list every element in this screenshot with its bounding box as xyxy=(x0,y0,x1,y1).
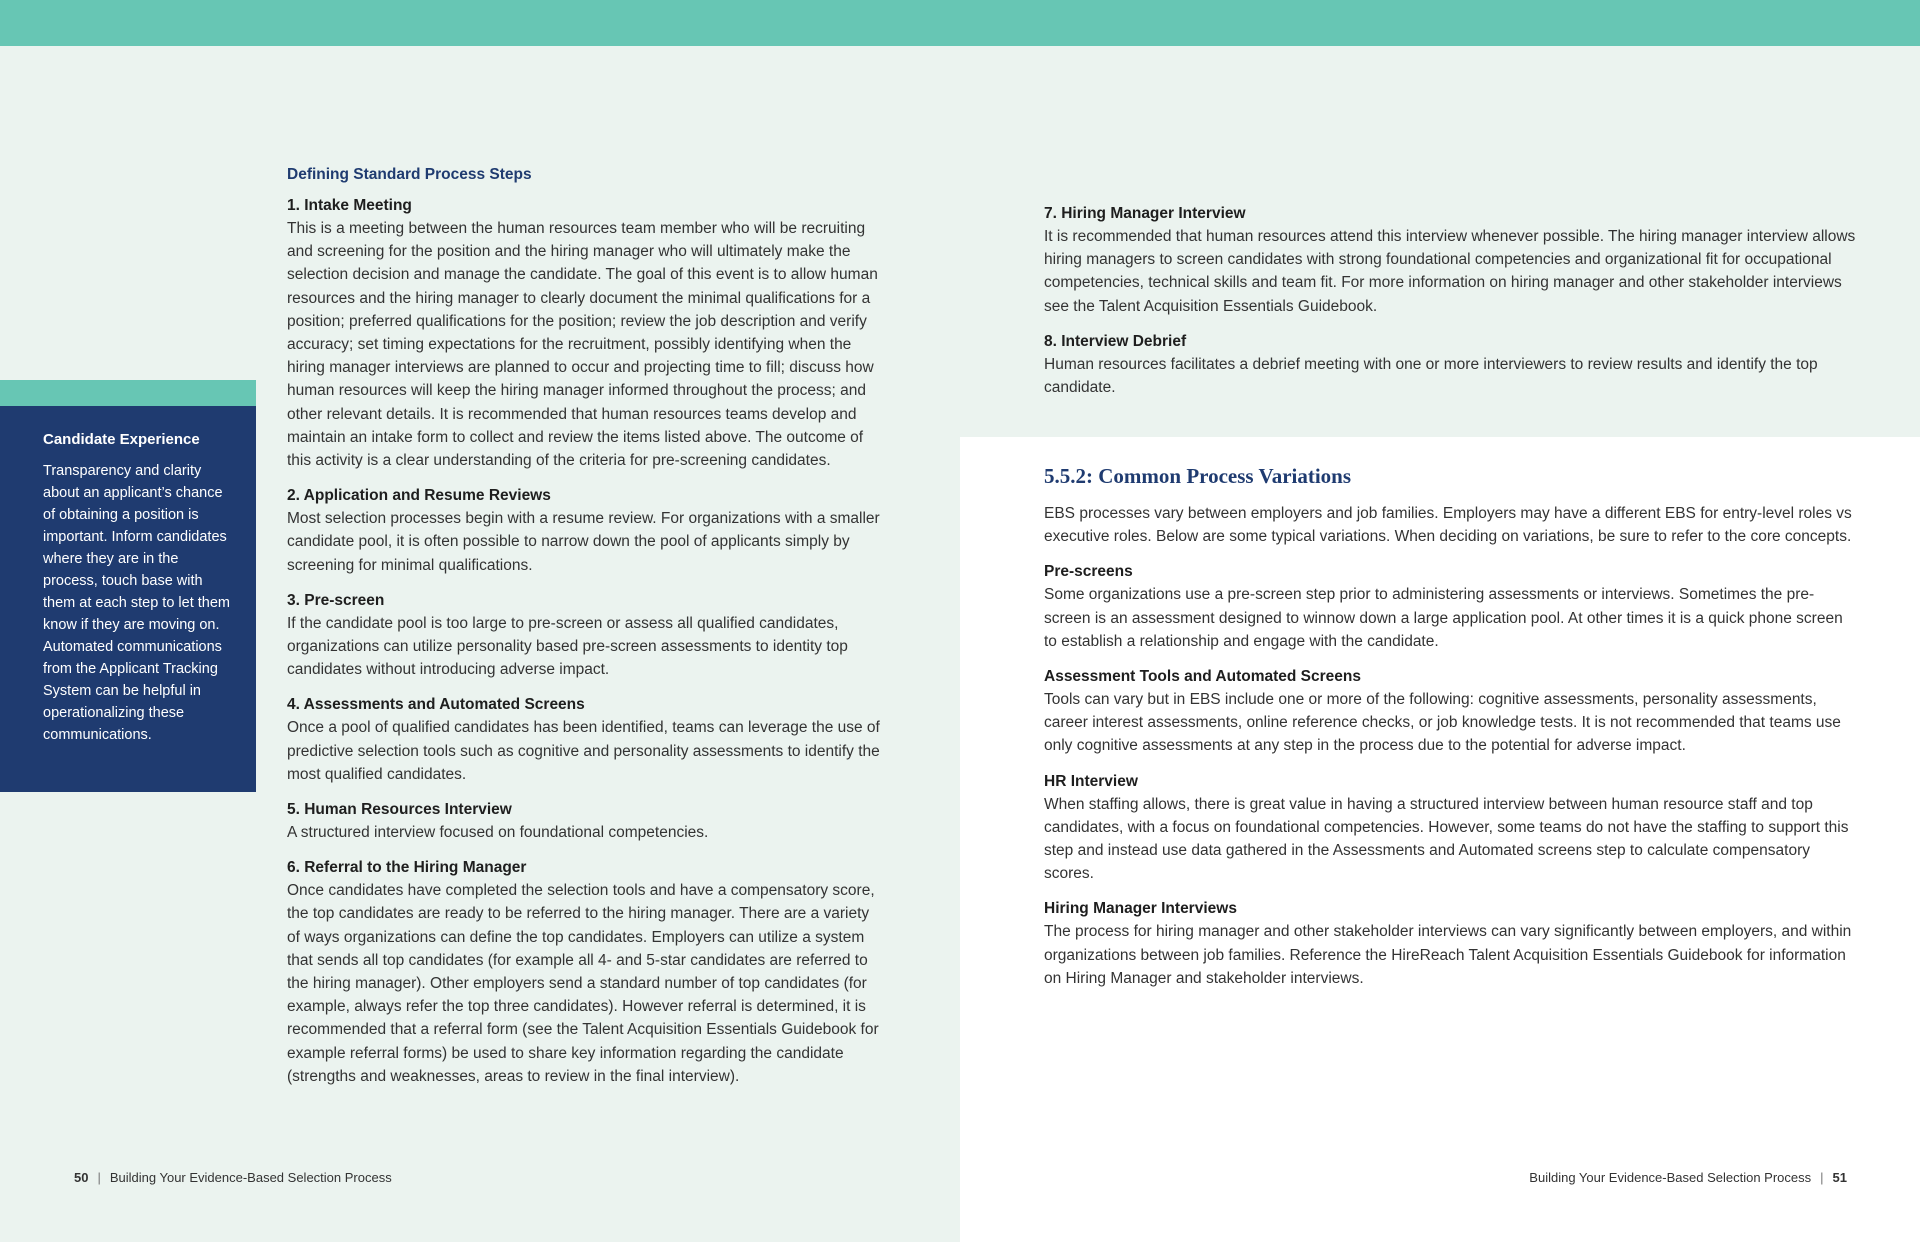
callout-body: Transparency and clarity about an applicant’s chance of obtaining a position is important. Inform candidates where they are in the process, touch base with them at each step to let them know if they are moving on. Automated communications from the Applicant Tracking System can be helpful in operationalizing these communications. xyxy=(43,463,230,743)
variation-assessment-tools xyxy=(1044,666,1859,758)
variation-body: Some organizations use a pre-screen step prior to administering assessments or interviews. Sometimes the pre-screen is an assessment designed to winnow down a large application pool. At other times it is a quick phone screen to establish a relationship and engage with the candidate. xyxy=(1044,586,1843,650)
variation-body: The process for hiring manager and other stakeholder interviews can vary significantly between employers, and within organizations between job families. Reference the HireReach Talent Acquisition Essentials Guidebook for information on Hiring Manager and stakeholder interviews. xyxy=(1044,923,1852,987)
step-title: 1. Intake Meeting xyxy=(287,197,412,214)
step-assessments-automated-screens xyxy=(287,694,882,786)
step-body: Human resources facilitates a debrief meeting with one or more interviewers to review results and identify the top candidate. xyxy=(1044,355,1818,397)
step-hr-interview xyxy=(287,799,882,844)
subsection-intro: EBS processes vary between employers and job families. Employers may have a different EBS for entry-level roles vs executive roles. Below are some typical variations. When deciding on variations, be sure to refer to the core concepts. xyxy=(1044,505,1852,546)
step-title: 3. Pre-screen xyxy=(287,591,385,609)
page-number-right: 51 xyxy=(1832,1170,1847,1185)
variation-hiring-manager-interviews xyxy=(1044,898,1859,990)
step-title: 5. Human Resources Interview xyxy=(287,801,512,819)
step-interview-debrief xyxy=(1044,331,1859,399)
step-body: A structured interview focused on foundational competencies. xyxy=(287,824,709,842)
right-top-column xyxy=(1044,203,1859,412)
step-title: 6. Referral to the Hiring Manager xyxy=(287,859,527,877)
page-number-left: 50 xyxy=(74,1170,89,1185)
step-intake-meeting xyxy=(287,195,882,472)
variation-pre-screens xyxy=(1044,561,1859,653)
variation-title: HR Interview xyxy=(1044,772,1138,790)
step-title: 8. Interview Debrief xyxy=(1044,332,1187,350)
variation-body: When staffing allows, there is great value in having a structured interview between human resource staff and top candidates, with a focus on foundational competencies. However, some teams do not have the staffing to support this step and instead use data gathered in the Assessments and Automated screens step to calculate compensatory scores. xyxy=(1044,795,1849,883)
step-body: This is a meeting between the human resources team member who will be recruiting and screening for the position and the hiring manager who will ultimately make the selection decision and manage the candidate. The goal of this event is to allow human resources and the hiring manager to clearly document the minimal qualifications for a position; preferred qualifications for the position; review the job description and verify accuracy; set timing expectations for the recruitment, possibly identifying when the hiring manager interviews are planned to occur and projecting time to fill; discuss how human resources will keep the hiring manager informed throughout the process; and other relevant details. It is recommended that human resources teams develop and maintain an intake form to collect and review the items listed above. The outcome of this activity is a clear understanding of the criteria for pre-screening candidates. xyxy=(287,220,878,470)
section-title: Defining Standard Process Steps xyxy=(287,166,532,183)
footer-left xyxy=(74,1168,392,1188)
step-body: Once a pool of qualified candidates has been identified, teams can leverage the use of predictive selection tools such as cognitive and personality assessments to identify the most qualified candidates. xyxy=(287,719,880,783)
step-body: Once candidates have completed the selection tools and have a compensatory score, the top candidates are ready to be referred to the hiring manager. There are a variety of ways organizations can define the top candidates. Employers can utilize a system that sends all top candidates (for example all 4- and 5-star candidates are referred to the hiring manager). Other employers send a standard number of top candidates (for example, always refer the top three candidates). However referral is determined, it is recommended that a referral form (see the Talent Acquisition Essentials Guidebook for example referral forms) be used to share key information regarding the candidate (strengths and weaknesses, areas to review in the final interview). xyxy=(287,882,879,1085)
variation-title: Assessment Tools and Automated Screens xyxy=(1044,668,1361,686)
callout-title: Candidate Experience xyxy=(43,431,200,448)
step-body: Most selection processes begin with a resume review. For organizations with a smaller candidate pool, it is often possible to narrow down the pool of applicants simply by screening for minimal qualifications. xyxy=(287,510,880,574)
step-referral-hiring-manager xyxy=(287,857,882,1088)
footer-title-right: Building Your Evidence-Based Selection Process xyxy=(1529,1170,1812,1185)
left-column xyxy=(287,165,882,1101)
step-body: If the candidate pool is too large to pre-screen or assess all qualified candidates, organizations can utilize personality based pre-screen assessments to identity top candidates without introducing adverse impact. xyxy=(287,614,848,679)
footer-separator: | xyxy=(97,1170,101,1185)
top-color-band xyxy=(0,0,1920,46)
variation-body: Tools can vary but in EBS include one or more of the following: cognitive assessments, personality assessments, career interest assessments, online reference checks, or job knowledge tests. It is not recommended that teams use only cognitive assessments at any step in the process due to the potential for adverse impact. xyxy=(1044,691,1841,755)
candidate-experience-callout xyxy=(0,406,256,792)
step-hiring-manager-interview xyxy=(1044,203,1859,318)
variation-title: Pre-screens xyxy=(1044,563,1133,581)
footer-right xyxy=(1529,1168,1847,1188)
footer-separator: | xyxy=(1820,1170,1824,1185)
variation-hr-interview xyxy=(1044,771,1859,886)
subsection-heading: 5.5.2: Common Process Variations xyxy=(1044,464,1352,488)
step-title: 7. Hiring Manager Interview xyxy=(1044,205,1246,222)
step-title: 2. Application and Resume Reviews xyxy=(287,487,551,505)
variation-title: Hiring Manager Interviews xyxy=(1044,900,1237,918)
step-title: 4. Assessments and Automated Screens xyxy=(287,696,585,714)
step-body: It is recommended that human resources attend this interview whenever possible. The hiring manager interview allows hiring managers to screen candidates with strong foundational competencies and organizational fit for occupational competencies, technical skills and team fit. For more information on hiring manager and other stakeholder interviews see the Talent Acquisition Essentials Guidebook. xyxy=(1044,228,1856,315)
footer-title-left: Building Your Evidence-Based Selection Process xyxy=(109,1170,392,1185)
step-pre-screen xyxy=(287,590,882,682)
sidebar-accent-bar xyxy=(0,380,256,406)
right-bottom-column xyxy=(1044,462,1859,1003)
step-application-resume-reviews xyxy=(287,485,882,577)
